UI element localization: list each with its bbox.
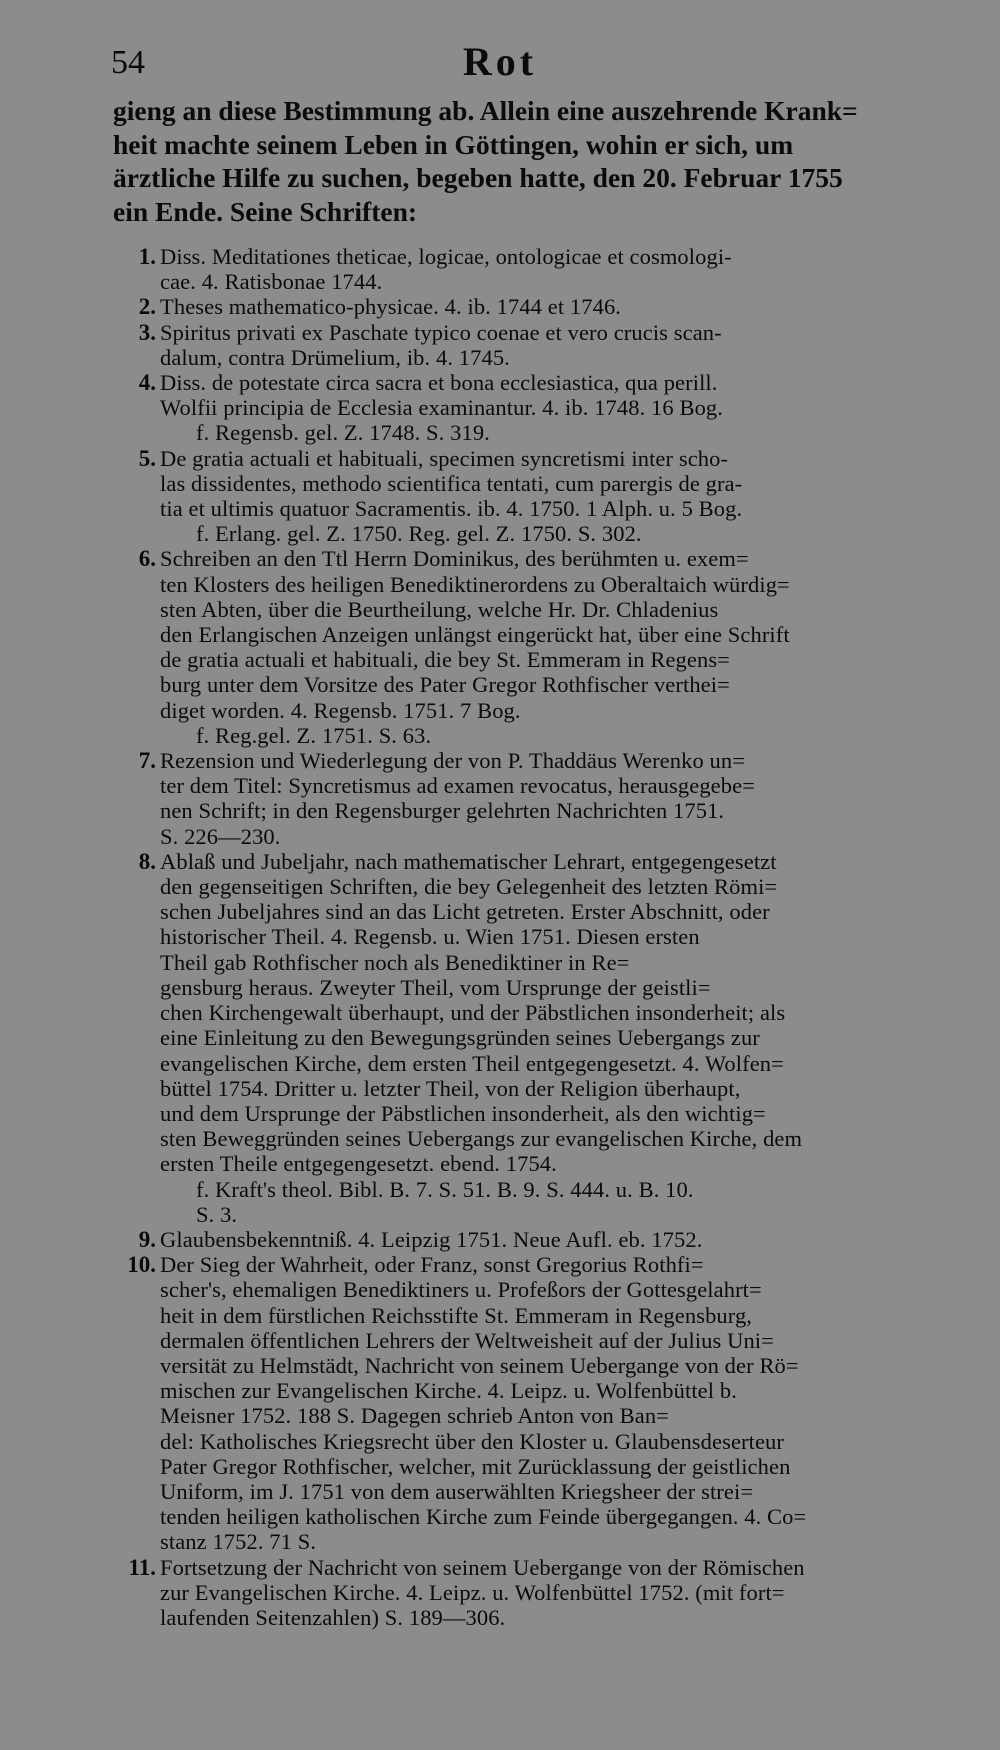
entry-line: Ablaß und Jubeljahr, nach mathematischer Lehrart, entgegengesetzt [160,848,777,874]
entry-line: S. 3. [196,1201,238,1227]
entry-line: versität zu Helmstädt, Nachricht von seinem Uebergange von der Rö= [160,1352,799,1378]
entry-line: sten Abten, über die Beurtheilung, welche Hr. Dr. Chladenius [160,596,719,622]
entry-line: Spiritus privati ex Paschate typico coenae et vero crucis scan- [160,319,722,345]
entry-line: Uniform, im J. 1751 von dem auserwählten Kriegsheer der strei= [160,1478,754,1504]
bibliography-entry [138,1226,968,1252]
entry-line: und dem Ursprunge der Päbstlichen insonderheit, als den wichtig= [160,1100,766,1126]
entry-line: evangelischen Kirche, dem ersten Theil entgegengesetzt. 4. Wolfen= [160,1050,784,1076]
entry-number: 2. [138,294,156,320]
entry-line: laufenden Seitenzahlen) S. 189—306. [160,1604,506,1630]
intro-paragraph [113,94,966,228]
entry-line: f. Kraft's theol. Bibl. B. 7. S. 51. B. 9. S. 444. u. B. 10. [196,1176,694,1202]
intro-line: ärztliche Hilfe zu suchen, begeben hatte, den 20. Februar 1755 [113,162,843,193]
entry-line: Theil gab Rothfischer noch als Benediktiner in Re= [160,949,630,975]
entry-line: de gratia actuali et habituali, die bey St. Emmeram in Regens= [160,647,730,673]
entry-number: 3. [138,319,156,345]
running-head: Rot [462,39,538,84]
intro-line: ein Ende. Seine Schriften: [113,195,418,227]
entry-line: Fortsetzung der Nachricht von seinem Uebergange von der Römischen [160,1554,805,1580]
entry-line: den Erlangischen Anzeigen unlängst eingerückt hat, über eine Schrift [160,622,790,648]
entry-line: ten Klosters des heiligen Benediktinerordens zu Oberaltaich würdig= [160,571,790,597]
bibliography-entry [138,370,968,446]
entry-line: ersten Theile entgegengesetzt. ebend. 1754. [160,1151,557,1177]
entry-number: 4. [138,370,156,396]
entry-line: Pater Gregor Rothfischer, welcher, mit Zurücklassung der geistlichen [160,1453,791,1479]
entry-number: 8. [138,848,156,874]
entry-number: 5. [138,445,156,471]
entry-number: 11. [128,1554,156,1580]
bibliography-entry [127,1252,968,1555]
entry-number: 7. [138,748,156,774]
entry-line: tia et ultimis quatuor Sacramentis. ib. 4. 1750. 1 Alph. u. 5 Bog. [160,496,743,522]
entry-line: Meisner 1752. 188 S. Dagegen schrieb Anton von Ban= [160,1403,669,1429]
entry-line: sten Beweggründen seines Uebergangs zur evangelischen Kirche, dem [160,1126,803,1152]
entry-line: Rezension und Wiederlegung der von P. Thaddäus Werenko un= [160,748,746,774]
entry-line: S. 226—230. [160,823,281,849]
entry-line: Wolfii principia de Ecclesia examinantur. 4. ib. 1748. 16 Bog. [160,395,724,421]
entry-line: eine Einleitung zu den Bewegungsgründen seines Uebergangs zur [160,1025,760,1051]
entry-line: büttel 1754. Dritter u. letzter Theil, von der Religion überhaupt, [160,1075,741,1101]
bibliography-entry [128,1554,968,1631]
entry-line: ter dem Titel: Syncretismus ad examen revocatus, herausgegebe= [160,773,755,799]
entry-line: las dissidentes, methodo scientifica tentati, cum parergis de gra- [160,470,743,496]
entry-line: Diss. Meditationes theticae, logicae, ontologicae et cosmologi- [160,244,732,269]
entry-line: Diss. de potestate circa sacra et bona ecclesiastica, qua perill. [160,370,718,396]
intro-line: gieng an diese Bestimmung ab. Allein eine auszehrende Krank= [113,95,858,126]
entry-line: chen Kirchengewalt überhaupt, und der Päbstlichen insonderheit; als [160,1000,786,1026]
page-number: 54 [111,44,145,81]
entry-line: mischen zur Evangelischen Kirche. 4. Leipz. u. Wolfenbüttel b. [160,1378,737,1404]
entry-line: heit in dem fürstlichen Reichsstifte St. Emmeram in Regensburg, [160,1302,753,1328]
bibliography-entry [138,319,968,370]
entry-line: burg unter dem Vorsitze des Pater Gregor Rothfischer verthei= [160,672,730,698]
entry-line: cae. 4. Ratisbonae 1744. [160,269,383,295]
entry-line: Schreiben an den Ttl Herrn Dominikus, des berühmten u. exem= [160,546,749,572]
entry-number: 10. [127,1252,156,1278]
entry-line: Theses mathematico-physicae. 4. ib. 1744 et 1746. [160,294,622,320]
entry-number: 1. [138,244,156,269]
intro-line: heit machte seinem Leben in Göttingen, wohin er sich, um [113,128,794,160]
entry-line: stanz 1752. 71 S. [160,1529,317,1555]
entry-line: del: Katholisches Kriegsrecht über den Kloster u. Glaubensdeserteur [160,1428,784,1454]
entry-line: De gratia actuali et habituali, specimen syncretismi inter scho- [160,445,729,471]
entry-line: tenden heiligen katholischen Kirche zum Feinde übergegangen. 4. Co= [160,1504,807,1530]
entry-line: dalum, contra Drümelium, ib. 4. 1745. [160,344,510,370]
entry-line: historischer Theil. 4. Regensb. u. Wien 1751. Diesen ersten [160,924,700,950]
entry-number: 6. [138,546,156,572]
entry-line: f. Regensb. gel. Z. 1748. S. 319. [196,420,490,446]
bibliography-entry [138,546,968,748]
entry-line: scher's, ehemaligen Benediktiners u. Profeßors der Gottesgelahrt= [160,1277,762,1303]
bibliography-list [0,244,1000,1630]
bibliography-entry [138,848,968,1227]
entry-line: diget worden. 4. Regensb. 1751. 7 Bog. [160,697,521,723]
entry-line: nen Schrift; in den Regensburger gelehrten Nachrichten 1751. [160,798,725,824]
entry-line: f. Reg.gel. Z. 1751. S. 63. [196,722,432,748]
entry-line: schen Jubeljahres sind an das Licht getreten. Erster Abschnitt, oder [160,899,770,925]
page-header [0,38,1000,94]
bibliography-entry [138,244,968,295]
entry-line: Der Sieg der Wahrheit, oder Franz, sonst Gregorius Rothfi= [160,1252,704,1278]
bibliography-entry [138,294,968,320]
bibliography-entry [138,748,968,849]
entry-number: 9. [138,1226,156,1252]
entry-line: Glaubensbekenntniß. 4. Leipzig 1751. Neue Aufl. eb. 1752. [160,1226,703,1252]
entry-line: zur Evangelischen Kirche. 4. Leipz. u. Wolfenbüttel 1752. (mit fort= [160,1579,785,1605]
entry-line: f. Erlang. gel. Z. 1750. Reg. gel. Z. 1750. S. 302. [196,521,642,547]
entry-line: gensburg heraus. Zweyter Theil, vom Ursprunge der geistli= [160,974,711,1000]
entry-line: den gegenseitigen Schriften, die bey Gelegenheit des letzten Römi= [160,874,778,900]
bibliography-entry [138,445,968,547]
entry-line: dermalen öffentlichen Lehrers der Weltweisheit auf der Julius Uni= [160,1327,774,1353]
